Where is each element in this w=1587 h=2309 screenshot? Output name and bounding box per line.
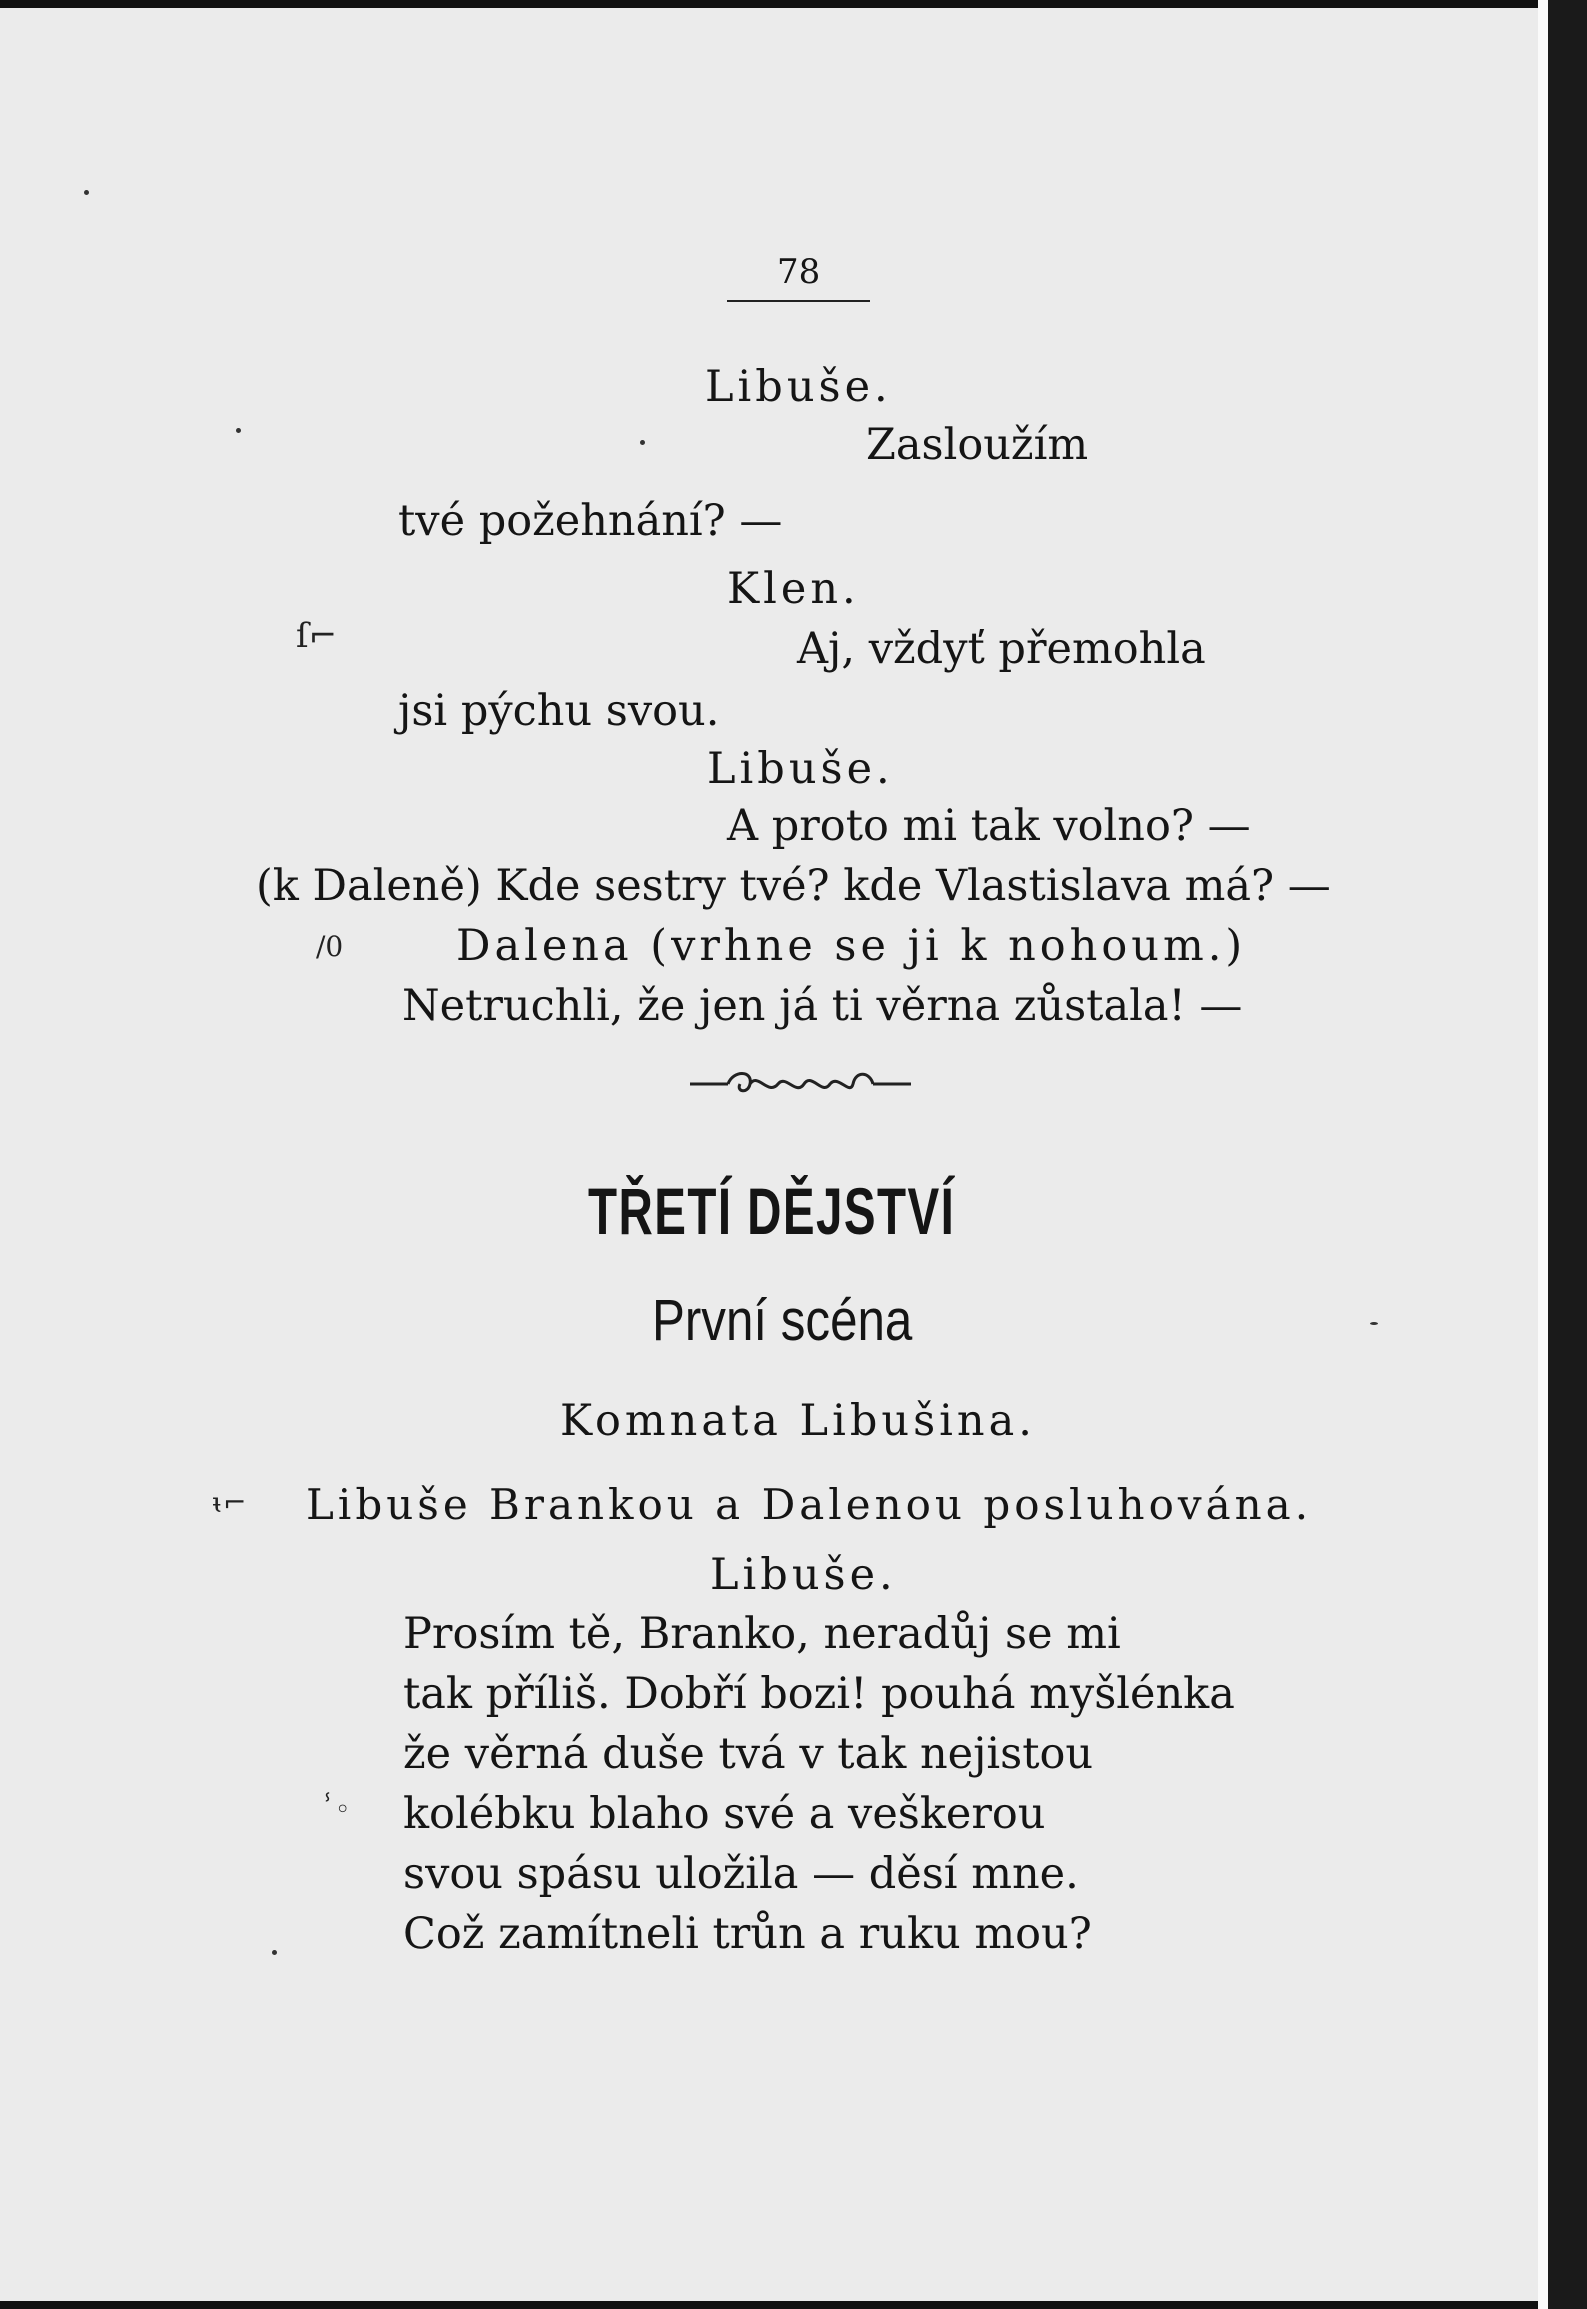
- speaker-dalena: Dalena (vrhne se ji k nohoum.): [456, 921, 1247, 971]
- page-number: 78: [777, 252, 821, 292]
- verse-line: tak příliš. Dobří bozi! pouhá myšlénka: [403, 1669, 1235, 1719]
- margin-mark: ſ⌐: [296, 616, 338, 656]
- dialogue-line: tvé požehnání? —: [398, 496, 783, 546]
- page-number-rule: [727, 300, 870, 302]
- setting: Komnata Libušina.: [560, 1396, 1036, 1446]
- speaker-libuse: Libuše.: [705, 362, 892, 412]
- dialogue-line: (k Daleně) Kde sestry tvé? kde Vlastislava má? —: [256, 861, 1331, 911]
- verse-line: že věrná duše tvá v tak nejistou: [403, 1729, 1094, 1779]
- scan-speck: [236, 428, 241, 433]
- scene-title: První scéna: [652, 1288, 913, 1353]
- dialogue-line: A proto mi tak volno? —: [727, 801, 1251, 851]
- act-title: TŘETÍ DĚJSTVÍ: [588, 1174, 956, 1248]
- page-edge: [1538, 0, 1548, 2309]
- dialogue-line: Aj, vždyť přemohla: [797, 624, 1206, 674]
- dialogue-line: jsi pýchu svou.: [398, 686, 720, 736]
- verse-line: Prosím tě, Branko, neradůj se mi: [403, 1609, 1121, 1659]
- dialogue-line: Zasloužím: [866, 420, 1089, 470]
- margin-mark: /0: [316, 930, 344, 963]
- scan-speck: [640, 440, 645, 445]
- verse-line: svou spásu uložila — děsí mne.: [403, 1849, 1079, 1899]
- scan-speck: [84, 190, 89, 195]
- speaker-libuse: Libuše.: [707, 744, 894, 794]
- stage-direction: Libuše Brankou a Dalenou posluhována.: [306, 1480, 1313, 1529]
- ornament-divider: [688, 1062, 913, 1102]
- verse-line: kolébku blaho své a veškerou: [403, 1789, 1046, 1839]
- speaker-klen: Klen.: [727, 564, 860, 614]
- verse-line: Což zamítneli trůn a ruku mou?: [403, 1909, 1092, 1959]
- scan-speck: [1370, 1322, 1378, 1325]
- scan-speck: [272, 1950, 277, 1955]
- scan-border: [1548, 0, 1587, 2309]
- margin-mark: ⸯ◦: [320, 1795, 351, 1825]
- speaker-libuse: Libuše.: [710, 1550, 897, 1600]
- dialogue-line: Netruchli, že jen já ti věrna zůstala! —: [402, 981, 1243, 1031]
- margin-mark: ᵼ⌐: [212, 1486, 247, 1519]
